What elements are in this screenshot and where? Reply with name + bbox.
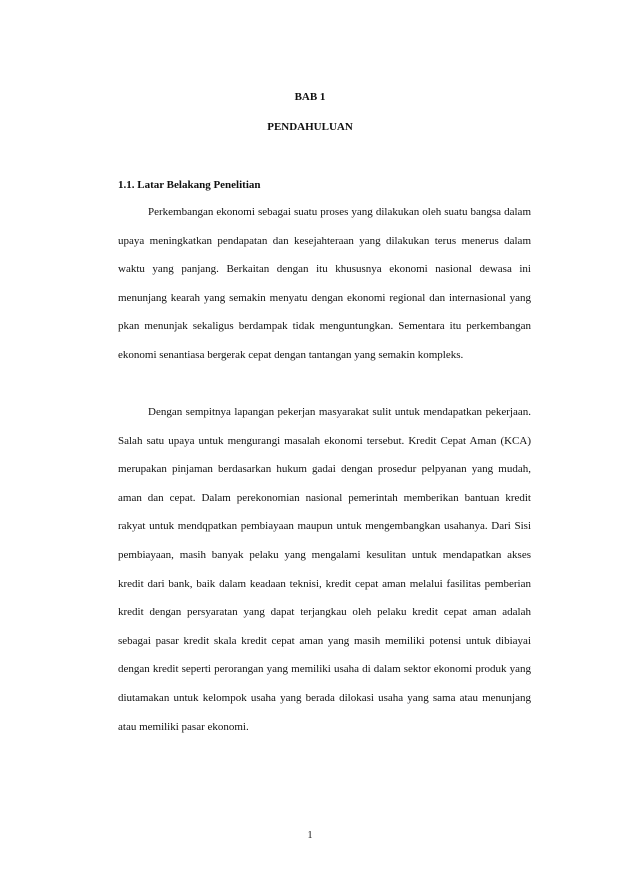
chapter-number: BAB 1 [294,91,326,103]
section-heading: 1.1. Latar Belakang Penelitian [118,179,261,191]
page-number: 1 [307,830,313,841]
paragraph-2: Dengan sempitnya lapangan pekerjan masyarakat sulit untuk mendapatkan pekerjaan. Salah satu upaya untuk mengurangi masalah ekonomi tersebut. Kredit Cepat Aman (KCA) merupakan pinjaman berdasarkan hukum gadai dengan prosedur pelpyanan yang mudah, aman dan cepat. Dalam perekonomian nasional pemerintah memberikan bantuan kredit rakyat untuk mendqpatkan pembiayaan maupun untuk mengembangkan usahanya. Dari Sisi pembiayaan, masih banyak pelaku yang mengalami kesulitan untuk mendapatkan akses kredit dari bank, baik dalam keadaan teknisi, kredit cepat aman melalui fasilitas pemberian kredit dengan persyaratan yang dapat terjangkau oleh pelaku kredit cepat aman adalah sebagai pasar kredit skala kredit cepat aman yang masih memiliki potensi untuk dibiayai dengan kredit seperti perorangan yang memiliki usaha di dalam sektor ekonomi produk yang diutamakan untuk kelompok usaha yang berada dilokasi usaha yang sama atau menunjang atau memiliki pasar ekonomi. [118,406,531,733]
paragraph-1: Perkembangan ekonomi sebagai suatu proses yang dilakukan oleh suatu bangsa dalam upaya meningkatkan pendapatan dan kesejahteraan yang dilakukan terus menerus dalam waktu yang panjang. Berkaitan dengan itu khususnya ekonomi nasional dewasa ini menunjang kearah yang semakin menyatu dengan ekonomi regional dan internasional yang pkan menunjak sekaligus berdampak tidak menguntungkan. Sementara itu perkembangan ekonomi senantiasa bergerak cepat dengan tantangan yang semakin kompleks. [118,206,531,361]
chapter-title: PENDAHULUAN [267,121,353,133]
